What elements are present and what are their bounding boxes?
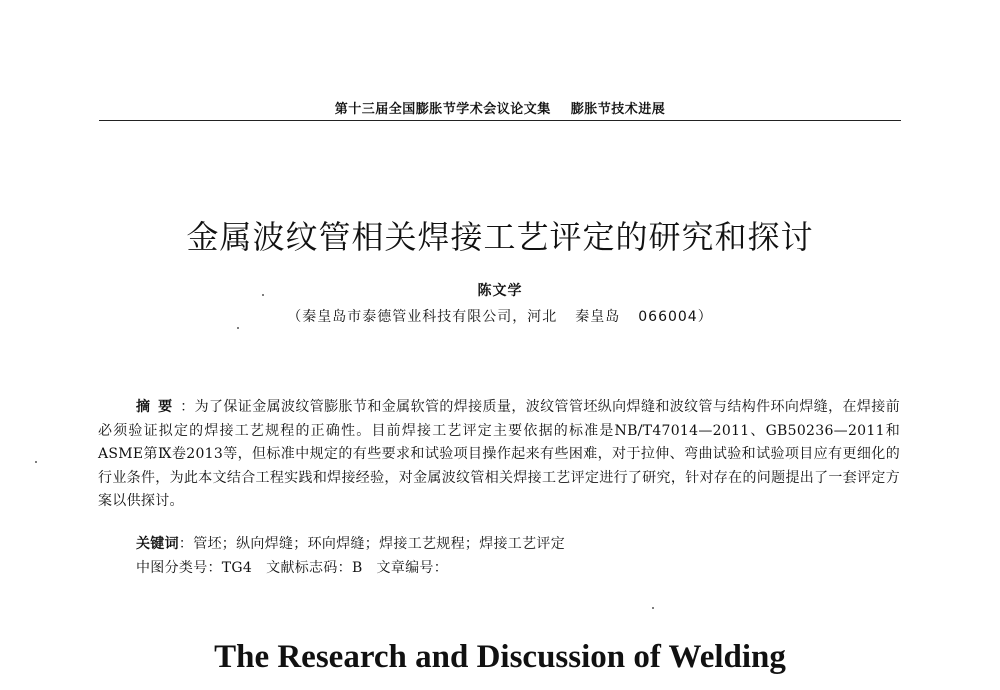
affiliation-city: 秦皇岛 — [575, 309, 621, 325]
document-code: 文献标志码：B — [266, 560, 363, 576]
keywords — [136, 533, 565, 553]
abstract — [98, 396, 900, 514]
proceedings-title: 第十三届全国膨胀节学术会议论文集 — [334, 102, 551, 117]
keywords-text: ：管坯；纵向焊缝；环向焊缝；焊接工艺规程；焊接工艺评定 — [178, 536, 566, 552]
section-title: 膨胀节技术进展 — [570, 102, 666, 117]
clc-number: 中图分类号：TG4 — [136, 560, 253, 576]
running-header — [0, 98, 1000, 117]
scan-speck — [237, 327, 239, 329]
classification-line — [136, 557, 448, 577]
paper-title: 金属波纹管相关焊接工艺评定的研究和探讨 — [186, 218, 814, 256]
author-affiliation — [0, 306, 1000, 326]
scan-speck — [652, 607, 654, 609]
scan-speck — [35, 461, 37, 463]
abstract-text: ：为了保证金属波纹管膨胀节和金属软管的焊接质量，波纹管管坯纵向焊缝和波纹管与结构件环向焊缝，在焊接前必须验证拟定的焊接工艺规程的正确性。目前焊接工艺评定主要依据的标准是NB/T47014—2011、GB50236—2011和ASME第Ⅸ卷2013等，但标准中规定的有些要求和试验项目操作起来有些困难，对于拉伸、弯曲试验和试验项目应有更细化的行业条件，为此本文结合工程实践和焊接经验，对金属波纹管相关焊接工艺评定进行了研究，针对存在的问题提出了一套评定方案以供探讨。 — [98, 399, 901, 509]
affiliation-org: （秦皇岛市泰德管业科技有限公司，河北 — [287, 309, 558, 325]
scan-speck — [262, 294, 264, 296]
affiliation-postcode: 066004） — [638, 309, 713, 325]
abstract-label: 摘要 — [136, 399, 181, 415]
header-rule — [99, 120, 901, 121]
english-title: The Research and Discussion of Welding — [214, 639, 786, 675]
article-number: 文章编号： — [376, 560, 449, 576]
author-name: 陈文学 — [477, 283, 523, 299]
keywords-label: 关键词 — [136, 536, 179, 552]
